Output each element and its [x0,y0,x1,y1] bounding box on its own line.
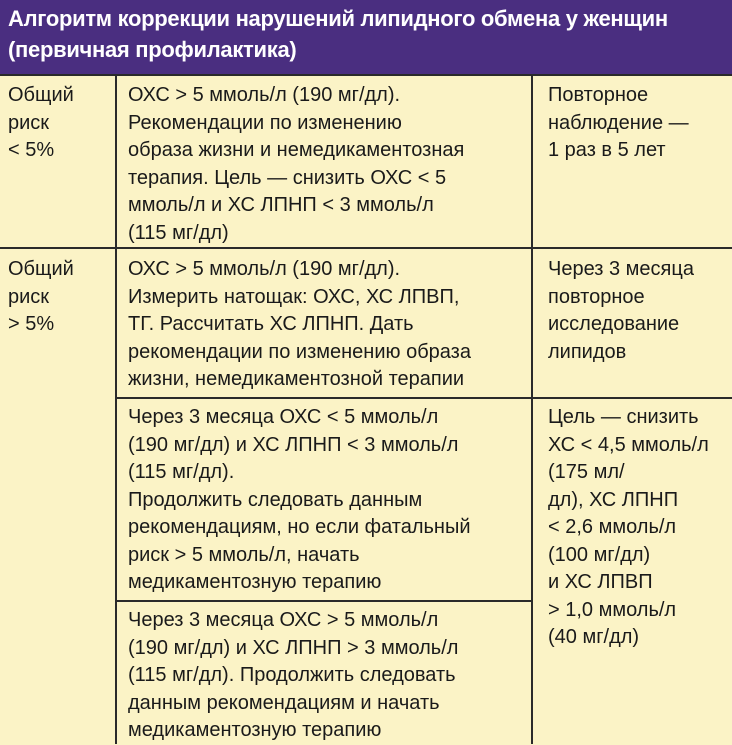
row2-result-line: Через 3 месяца [548,258,694,280]
row3-top-border [115,397,732,399]
row2-risk-line: риск [8,285,50,308]
row2-action-line: жизни, немедикаментозной терапии [128,368,465,390]
row1-action-line: (115 мг/дл) [128,221,229,244]
row2-action-line: ТГ. Рассчитать ХС ЛПНП. Дать [128,313,414,335]
row2-risk-line: > 5% [8,313,55,335]
row3-action-line: (190 мг/дл) и ХС ЛПНП < 3 ммоль/л [128,433,459,456]
row3-goal-line: (100 мг/дл) [548,543,651,566]
row2-action-line: рекомендации по изменению образа [128,340,471,363]
row3-goal-line: (175 мл/ [548,461,625,483]
row1-action-line: образа жизни и немедикаментозная [128,139,465,161]
row1-result-line: Повторное [548,84,649,106]
row3-goal-line: ХС < 4,5 ммоль/л [548,433,709,456]
row2-result-line: повторное [548,285,645,308]
table-header [0,0,732,74]
row1-result-line: 1 раз в 5 лет [548,139,666,161]
row1-action-line: терапия. Цель — снизить ОХС < 5 [128,166,447,189]
row3-action-line: Продолжить следовать данным [128,488,423,511]
row3-action-line: рекомендациям, но если фатальный [128,516,471,538]
row3-action-line: Через 3 месяца ОХС < 5 ммоль/л [128,406,439,428]
row2-top-border [0,247,732,249]
row2-result-line: исследование [548,313,680,335]
row1-action-line: ОХС > 5 ммоль/л (190 мг/дл). [128,84,401,106]
row1-top-border [0,74,732,76]
row2-risk-line: Общий [8,258,74,280]
header-title-line2: (первичная профилактика) [8,37,297,62]
row2-result-line: липидов [548,340,627,363]
row3-action-line: риск > 5 ммоль/л, начать [128,543,360,566]
row3-goal-line: Цель — снизить [548,406,699,428]
column1-divider [115,74,117,744]
row3-goal-cell [548,404,709,652]
row1-action-cell [128,82,464,247]
row4-action-line: Через 3 месяца ОХС > 5 ммоль/л [128,609,439,631]
row3-goal-line: (40 мг/дл) [548,626,640,648]
row3-goal-line: < 2,6 ммоль/л [548,516,677,538]
row3-goal-line: > 1,0 ммоль/л [548,598,677,621]
row3-action-line: (115 мг/дл). [128,461,235,483]
column2-divider [531,74,533,744]
row2-risk-cell [8,256,74,339]
row1-result-cell [548,82,689,165]
row4-action-line: медикаментозную терапию [128,719,382,741]
row2-action-cell [128,256,471,394]
row3-goal-line: дл), ХС ЛПНП [548,488,679,511]
row1-risk-line: риск [8,111,50,134]
row1-risk-line: Общий [8,84,74,106]
row4-top-border [115,600,532,602]
row4-action-line: (190 мг/дл) и ХС ЛПНП > 3 ммоль/л [128,636,459,659]
row3-goal-line: и ХС ЛПВП [548,571,653,593]
row1-action-line: Рекомендации по изменению [128,111,402,134]
row2-result-cell [548,256,694,366]
row2-action-line: ОХС > 5 ммоль/л (190 мг/дл). [128,258,401,280]
row4-action-line: данным рекомендациям и начать [128,691,440,714]
row2-action-line: Измерить натощак: ОХС, ХС ЛПВП, [128,285,460,308]
row1-result-line: наблюдение — [548,111,689,134]
row3-action-cell [128,404,471,597]
row1-risk-line: < 5% [8,139,55,161]
header-title-line1: Алгоритм коррекции нарушений липидного обмена у женщин [8,6,668,31]
row3-action-line: медикаментозную терапию [128,571,382,593]
row4-action-cell [128,607,458,745]
row4-action-line: (115 мг/дл). Продолжить следовать [128,664,456,686]
row1-risk-cell [8,82,74,165]
row1-action-line: ммоль/л и ХС ЛПНП < 3 ммоль/л [128,194,434,216]
